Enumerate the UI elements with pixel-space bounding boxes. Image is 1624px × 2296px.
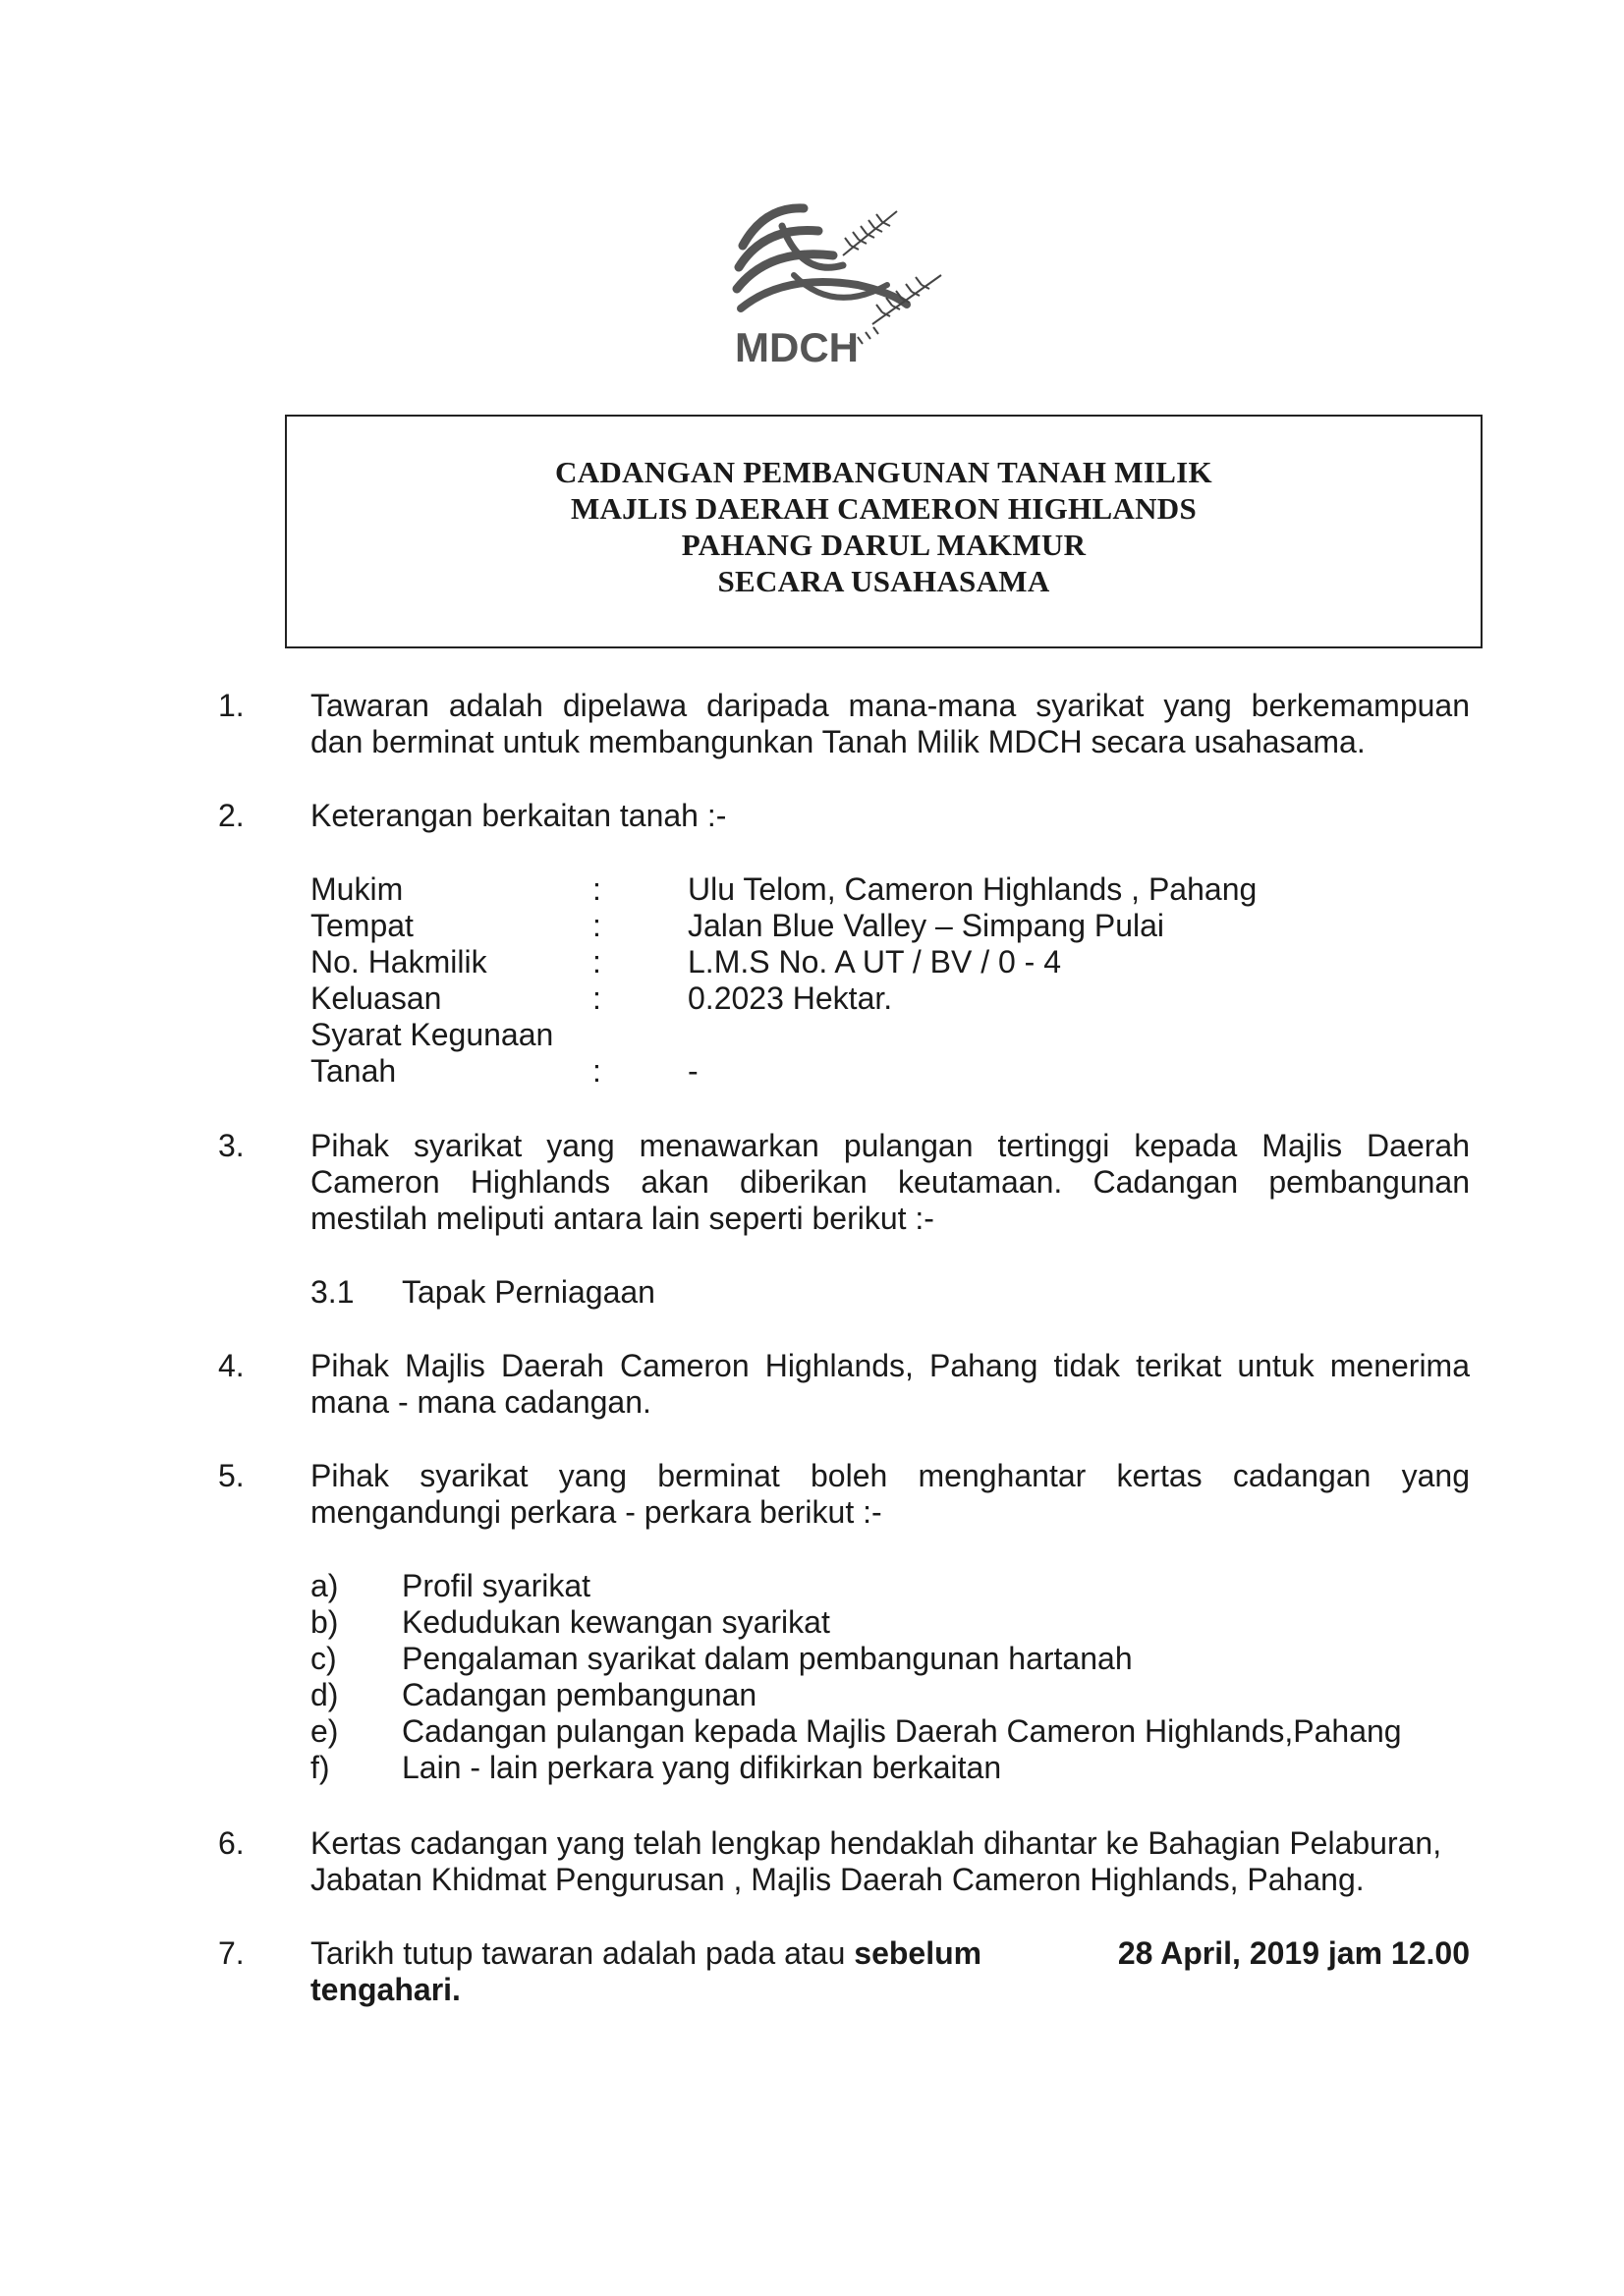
item-1-line-2: dan berminat untuk membangunkan Tanah Milik MDCH secara usahasama.: [310, 724, 1366, 759]
land-value: -: [688, 1053, 699, 1089]
land-row: [310, 1017, 1391, 1053]
item-6-line-2: Jabatan Khidmat Pengurusan , Majlis Daerah Cameron Highlands, Pahang.: [310, 1862, 1365, 1897]
item-4-number: 4.: [218, 1348, 245, 1383]
item-3-1-number: 3.1: [310, 1274, 355, 1310]
land-colon: :: [592, 980, 601, 1016]
svg-text:MDCH: MDCH: [735, 324, 859, 370]
title-line-2: MAJLIS DAERAH CAMERON HIGHLANDS: [570, 491, 1198, 526]
item-7-line-1: [310, 1935, 1470, 1972]
item-3-line-3: mestilah meliputi antara lain seperti berikut :-: [310, 1201, 934, 1236]
item-5-number: 5.: [218, 1458, 245, 1493]
item-6-number: 6.: [218, 1825, 245, 1861]
land-value: Ulu Telom, Cameron Highlands , Pahang: [688, 871, 1258, 907]
item-2-number: 2.: [218, 798, 245, 833]
item-7-bold-tengahari: tengahari.: [310, 1972, 461, 2007]
list-item: [310, 1750, 1470, 1786]
title-box: [285, 415, 1483, 648]
land-colon: :: [592, 944, 601, 980]
land-colon: :: [592, 1053, 601, 1089]
land-label: Syarat Kegunaan: [310, 1017, 554, 1052]
land-value: 0.2023 Hektar.: [688, 980, 893, 1016]
list-item: [310, 1713, 1470, 1750]
item-1-number: 1.: [218, 688, 245, 723]
item-3-number: 3.: [218, 1128, 245, 1163]
item-5-line-1: Pihak syarikat yang berminat boleh menghantar kertas cadangan yang: [310, 1458, 1470, 1493]
land-label: Tanah: [310, 1053, 397, 1089]
land-row: [310, 1053, 1391, 1090]
land-row: [310, 871, 1391, 908]
item-7-text: Tarikh tutup tawaran adalah pada atau: [310, 1935, 855, 1971]
land-label: No. Hakmilik: [310, 944, 487, 980]
list-mark: c): [310, 1641, 337, 1676]
item-3-1-text: Tapak Perniagaan: [402, 1274, 655, 1310]
land-label: Tempat: [310, 908, 414, 943]
title-line-1: CADANGAN PEMBANGUNAN TANAH MILIK: [555, 455, 1212, 489]
land-label: Keluasan: [310, 980, 442, 1016]
item-7-bold-date: 28 April, 2019 jam 12.00: [1117, 1935, 1470, 1971]
land-row: [310, 908, 1391, 944]
land-value: L.M.S No. A UT / BV / 0 - 4: [688, 944, 1061, 980]
land-row: [310, 980, 1391, 1017]
item-6-line-1: Kertas cadangan yang telah lengkap hendaklah dihantar ke Bahagian Pelaburan,: [310, 1825, 1442, 1861]
land-row: [310, 944, 1391, 980]
land-label: Mukim: [310, 871, 404, 907]
item-3-line-1: Pihak syarikat yang menawarkan pulangan tertinggi kepada Majlis Daerah: [310, 1128, 1470, 1163]
land-details-table: [310, 871, 1391, 1090]
list-item: [310, 1568, 1470, 1604]
list-text: Kedudukan kewangan syarikat: [402, 1604, 830, 1640]
item-5-list: [310, 1568, 1470, 1786]
title-line-4: SECARA USAHASAMA: [717, 564, 1050, 598]
list-mark: d): [310, 1677, 339, 1712]
mdch-logo: [725, 187, 980, 383]
item-3-line-2: Cameron Highlands akan diberikan keutamaan. Cadangan pembangunan: [310, 1164, 1470, 1200]
list-mark: a): [310, 1568, 339, 1603]
list-mark: f): [310, 1750, 330, 1785]
list-mark: b): [310, 1604, 339, 1640]
item-1-line-1: Tawaran adalah dipelawa daripada mana-mana syarikat yang berkemampuan: [310, 688, 1470, 723]
item-4-line-1: Pihak Majlis Daerah Cameron Highlands, Pahang tidak terikat untuk menerima: [310, 1348, 1470, 1383]
list-text: Cadangan pembangunan: [402, 1677, 757, 1712]
land-value: Jalan Blue Valley – Simpang Pulai: [688, 908, 1165, 943]
item-5-line-2: mengandungi perkara - perkara berikut :-: [310, 1494, 882, 1530]
land-colon: :: [592, 908, 601, 943]
list-mark: e): [310, 1713, 339, 1749]
item-7-number: 7.: [218, 1935, 245, 1971]
title-line-3: PAHANG DARUL MAKMUR: [681, 528, 1087, 562]
item-2-text: Keterangan berkaitan tanah :-: [310, 798, 727, 833]
item-7-line-2: [310, 1972, 461, 2008]
list-item: [310, 1641, 1470, 1677]
list-item: [310, 1604, 1470, 1641]
land-colon: :: [592, 871, 601, 907]
item-4-line-2: mana - mana cadangan.: [310, 1384, 651, 1420]
list-text: Profil syarikat: [402, 1568, 591, 1603]
list-text: Cadangan pulangan kepada Majlis Daerah Cameron Highlands,Pahang: [402, 1713, 1402, 1749]
item-7-bold-before: sebelum: [854, 1935, 982, 1971]
list-item: [310, 1677, 1470, 1713]
list-text: Pengalaman syarikat dalam pembangunan hartanah: [402, 1641, 1133, 1676]
list-text: Lain - lain perkara yang difikirkan berkaitan: [402, 1750, 1002, 1785]
